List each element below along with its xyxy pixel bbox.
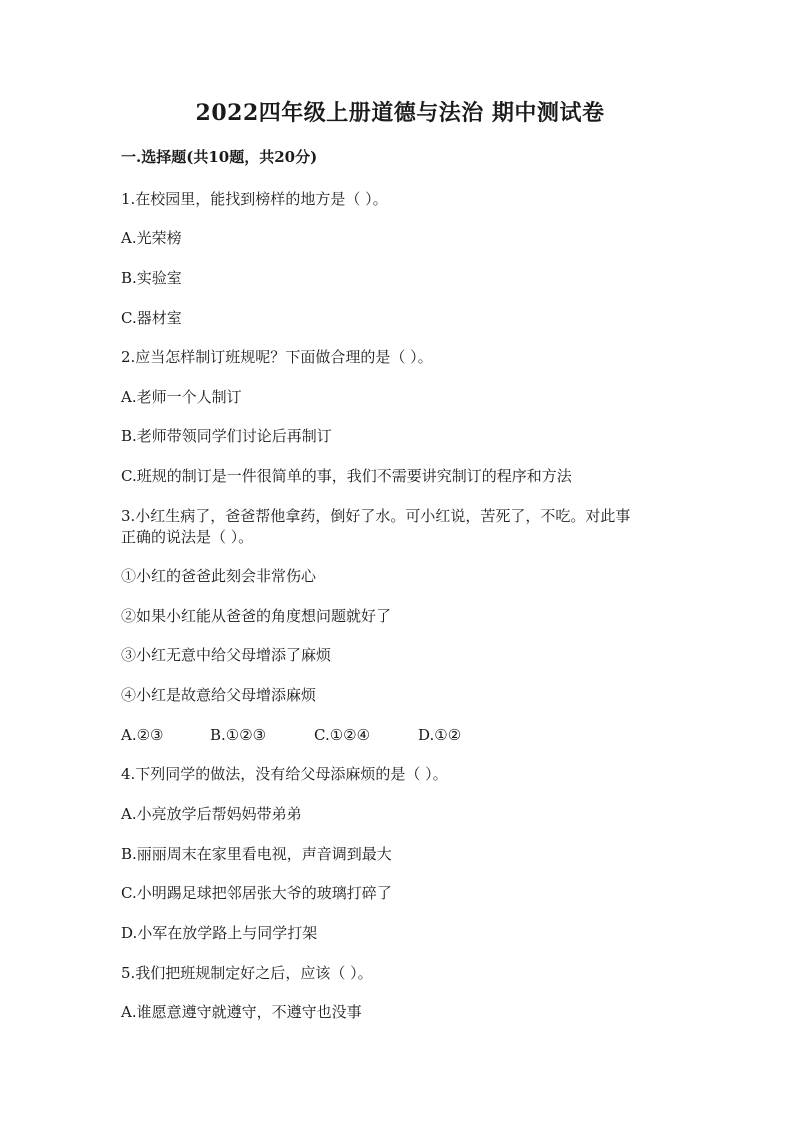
question-2-option-a: A.老师一个人制订	[121, 388, 242, 406]
question-3-option-a: A.②③	[121, 726, 164, 744]
question-1-option-c: C.器材室	[121, 309, 182, 327]
question-2-stem: 2.应当怎样制订班规呢？下面做合理的是（ ）。	[121, 348, 433, 366]
question-3-statement-3: ③小红无意中给父母增添了麻烦	[121, 646, 332, 664]
question-1-option-a: A.光荣榜	[121, 229, 182, 247]
question-4-option-a: A.小亮放学后帮妈妈带弟弟	[121, 805, 302, 823]
question-3-option-b: B.①②③	[210, 726, 267, 744]
question-3-stem-line-2: 正确的说法是（ ）。	[121, 528, 254, 546]
question-5-option-a: A.谁愿意遵守就遵守，不遵守也没事	[121, 1003, 362, 1021]
question-3-option-d: D.①②	[418, 726, 462, 744]
question-3-statement-1: ①小红的爸爸此刻会非常伤心	[121, 567, 317, 585]
exam-title: 2022四年级上册道德与法治 期中测试卷	[195, 100, 605, 126]
question-1-option-b: B.实验室	[121, 269, 182, 287]
question-3-option-c: C.①②④	[314, 726, 371, 744]
question-2-option-c: C.班规的制订是一件很简单的事，我们不需要讲究制订的程序和方法	[121, 467, 572, 485]
question-4-option-d: D.小军在放学路上与同学打架	[121, 924, 318, 942]
question-4-stem: 4.下列同学的做法，没有给父母添麻烦的是（ ）。	[121, 765, 448, 783]
section-heading: 一.选择题(共10题，共20分)	[121, 148, 318, 166]
question-5-stem: 5.我们把班规制定好之后，应该（ ）。	[121, 964, 373, 982]
question-3-statement-4: ④小红是故意给父母增添麻烦	[121, 686, 317, 704]
question-2-option-b: B.老师带领同学们讨论后再制订	[121, 427, 332, 445]
question-1-stem: 1.在校园里，能找到榜样的地方是（ ）。	[121, 190, 388, 208]
question-4-option-b: B.丽丽周末在家里看电视，声音调到最大	[121, 845, 392, 863]
question-3-stem-line-1: 3.小红生病了，爸爸帮他拿药，倒好了水。可小红说，苦死了，不吃。对此事	[121, 507, 631, 525]
question-3-statement-2: ②如果小红能从爸爸的角度想问题就好了	[121, 607, 392, 625]
question-4-option-c: C.小明踢足球把邻居张大爷的玻璃打碎了	[121, 884, 392, 902]
